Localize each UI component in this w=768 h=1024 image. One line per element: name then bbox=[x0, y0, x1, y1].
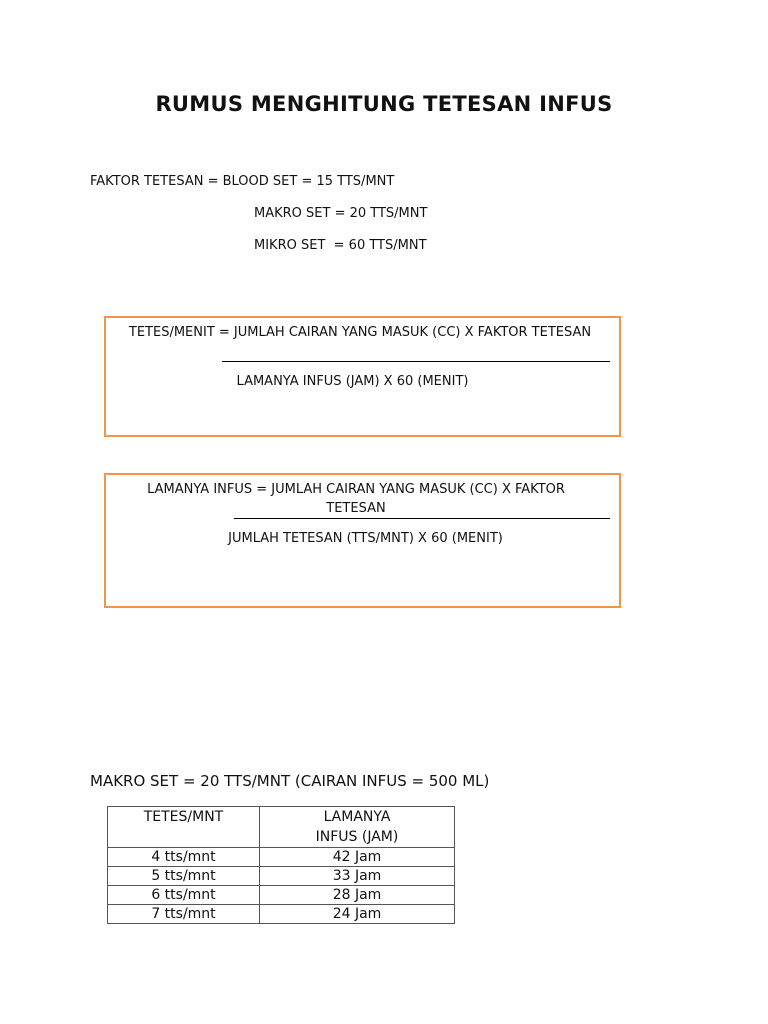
formula-box-tetes-menit bbox=[104, 316, 621, 437]
table-row bbox=[108, 867, 455, 886]
infus-duration-table bbox=[107, 806, 455, 924]
table-row bbox=[108, 848, 455, 867]
table-cell: 5 tts/mnt bbox=[108, 867, 260, 886]
column-header: LAMANYA INFUS (JAM) bbox=[260, 807, 455, 848]
formula-numerator: LAMANYA INFUS = JUMLAH CAIRAN YANG MASUK (CC) X FAKTOR TETESAN bbox=[147, 482, 565, 516]
table-row bbox=[108, 905, 455, 924]
formula-denominator: LAMANYA INFUS (JAM) X 60 (MENIT) bbox=[236, 374, 469, 389]
table-row bbox=[108, 886, 455, 905]
table-cell: 6 tts/mnt bbox=[108, 886, 260, 905]
table-cell: 4 tts/mnt bbox=[108, 848, 260, 867]
page-title: RUMUS MENGHITUNG TETESAN INFUS bbox=[155, 92, 613, 116]
table-cell: 28 Jam bbox=[260, 886, 455, 905]
formula-box-lamanya-infus bbox=[104, 473, 621, 608]
table-cell: 33 Jam bbox=[260, 867, 455, 886]
faktor-makro-set: MAKRO SET = 20 TTS/MNT bbox=[254, 206, 428, 221]
fraction-line bbox=[234, 518, 610, 519]
formula-numerator: TETES/MENIT = JUMLAH CAIRAN YANG MASUK (CC) X FAKTOR TETESAN bbox=[128, 325, 592, 340]
table-cell: 24 Jam bbox=[260, 905, 455, 924]
column-header: TETES/MNT bbox=[108, 807, 260, 848]
formula-denominator: JUMLAH TETESAN (TTS/MNT) X 60 (MENIT) bbox=[228, 531, 503, 546]
makro-set-heading: MAKRO SET = 20 TTS/MNT (CAIRAN INFUS = 500 ML) bbox=[90, 772, 490, 790]
fraction-line bbox=[222, 361, 610, 362]
table-cell: 7 tts/mnt bbox=[108, 905, 260, 924]
table-cell: 42 Jam bbox=[260, 848, 455, 867]
faktor-mikro-set: MIKRO SET = 60 TTS/MNT bbox=[254, 238, 427, 253]
table-header-row bbox=[108, 807, 455, 848]
faktor-blood-set: FAKTOR TETESAN = BLOOD SET = 15 TTS/MNT bbox=[90, 174, 395, 189]
